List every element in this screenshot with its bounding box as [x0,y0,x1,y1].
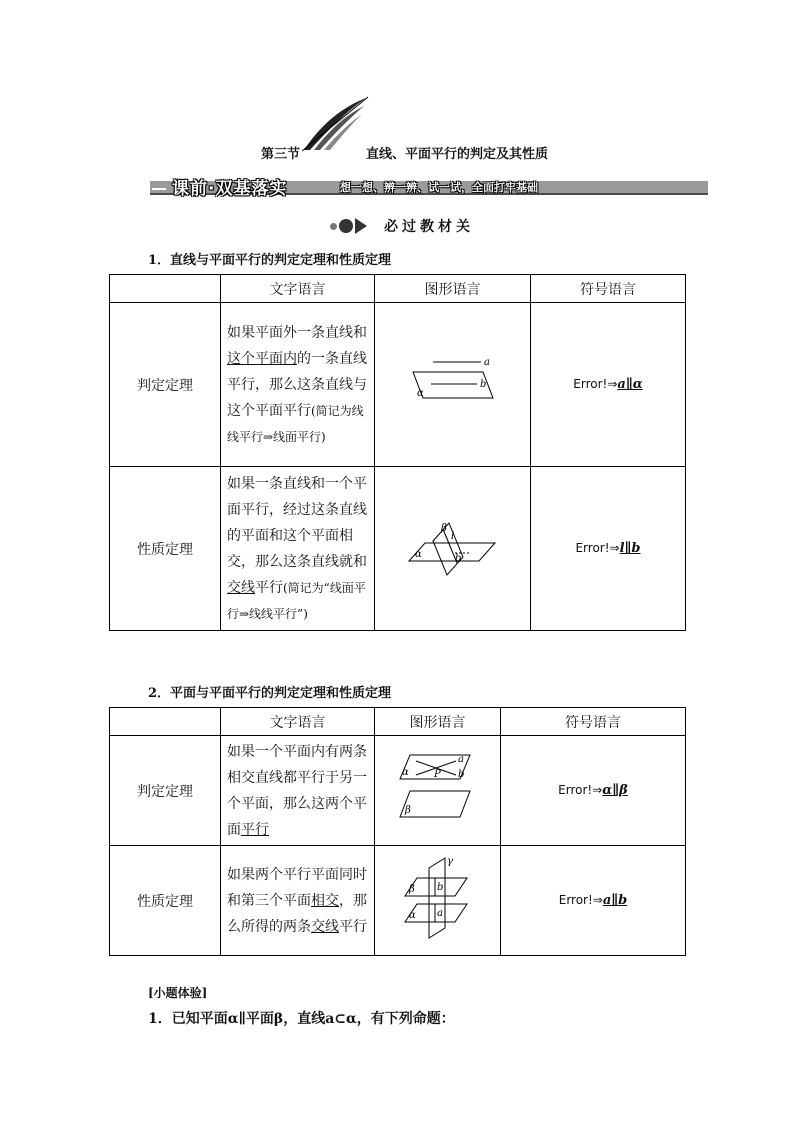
row-name: 判定定理 [110,303,221,467]
column-header: 文字语言 [221,275,375,303]
row-name: 性质定理 [110,846,221,956]
table-row [110,736,686,846]
text-language-cell: 如果平面外一条直线和这个平面内的一条直线平行，那么这条直线与这个平面平行(简记为线线平行⇒线面平行) [221,303,375,467]
text-language-cell: 如果两个平行平面同时和第三个平面相交，那么所得的两条交线平行 [221,846,375,956]
practice-label: [小题体验] [148,986,208,1000]
bullet-dot-icon [330,223,337,230]
section1-heading: 1．直线与平面平行的判定定理和性质定理 [148,253,392,268]
bullet-circle-icon [339,219,353,233]
banner-title: 课前·双基落实 [172,179,288,199]
column-header: 符号语言 [531,275,686,303]
label-alpha: α [414,548,422,560]
table-header-row [110,275,686,303]
row-name: 性质定理 [110,467,221,631]
banner-subtitle: 想一想、辨一辨、试一试，全面打牢基础 [340,181,538,194]
label-beta: β [408,883,415,895]
three-planes-figure [375,846,501,956]
section2-heading: 2．平面与平面平行的判定定理和性质定理 [148,686,392,701]
line-plane-theorem-table [109,274,686,631]
symbol-language-cell: Error!⇒a∥b [501,846,686,956]
column-header: 图形语言 [375,708,501,736]
symbol-language-cell: Error!⇒l∥b [531,467,686,631]
label-beta: β [440,522,447,534]
label-b: b [454,552,461,564]
question-text: 1．已知平面α∥平面β，直线a⊂α，有下列命题： [148,1011,455,1027]
table-row [110,846,686,956]
plane-intersection-figure [375,467,531,631]
label-alpha: α [401,766,409,778]
line-plane-parallel-figure [375,303,531,467]
table-header-row [110,708,686,736]
text-language-cell: 如果一个平面内有两条相交直线都平行于另一个平面，那么这两个平面平行 [221,736,375,846]
row-name: 判定定理 [110,736,221,846]
symbol-language-cell: Error!⇒α∥β [501,736,686,846]
label-p: P [433,768,441,780]
corner-cell [110,275,221,303]
section-banner [150,176,708,198]
label-l: l [450,530,454,542]
label-alpha: α [416,387,424,399]
section-number: 第三节 [261,147,301,162]
symbol-language-cell: Error!⇒a∥α [531,303,686,467]
plane-plane-theorem-table [109,707,686,956]
text-language-cell: 如果一条直线和一个平面平行，经过这条直线的平面和这个平面相交，那么这条直线就和交线平行(简记为“线面平行⇒线线平行”) [221,467,375,631]
column-header: 符号语言 [501,708,686,736]
label-a: a [483,357,490,368]
arrow-right-icon [355,218,367,234]
label-b: b [457,768,464,780]
parallel-planes-figure [375,736,501,846]
column-header: 文字语言 [221,708,375,736]
label-a: a [457,753,464,765]
label-gamma: γ [446,855,453,867]
table-row [110,467,686,631]
section-name: 直线、平面平行的判定及其性质 [366,147,549,162]
label-beta: β [404,804,411,816]
label-b: b [479,378,486,390]
corner-cell [110,708,221,736]
marker-text: 必过教材关 [384,219,474,235]
label-alpha: α [408,909,416,921]
chapter-title [0,143,794,163]
label-b: b [436,881,443,893]
table-row [110,303,686,467]
column-header: 图形语言 [375,275,531,303]
label-a: a [436,907,443,919]
